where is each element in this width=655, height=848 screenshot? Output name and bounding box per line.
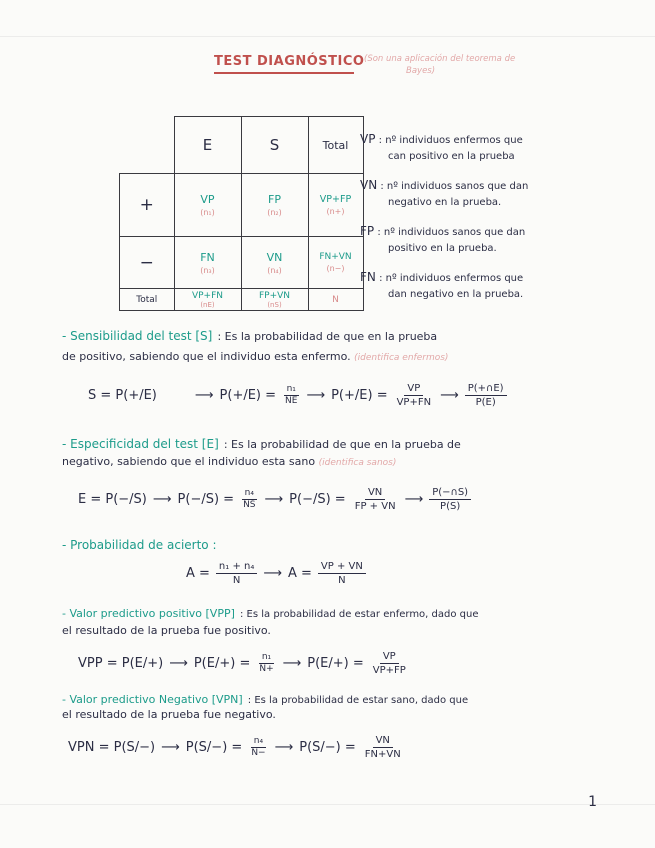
sensibilidad-text1: : Es la probabilidad de que en la prueba <box>217 330 438 343</box>
especificidad-equation: E = P(−/S) ⟶ P(−/S) = $\frac{\text{n₄}}{NS}$ ⟶ P(−/S) = $\frac{VN}{FP + VN}$ ⟶ $\frac{P(-\cap S)}{P(S)}$ <box>78 486 471 513</box>
cell-fn: FN (n₃) <box>174 237 241 289</box>
row-sign-positive: + <box>120 174 175 237</box>
vpp-section <box>62 602 479 621</box>
ruled-line <box>0 804 655 805</box>
legend-vn: VN : nº individuos sanos que dan negativo en la prueba. <box>360 178 529 208</box>
ruled-line <box>0 36 655 37</box>
sensibilidad-equation: S = P(+/E) ⟶ P(+/E) = $\frac{\text{n₁}}{NE}$ ⟶ P(+/E) = $\frac{VP}{VP+FN}$ ⟶ $\frac{P(+\cap E)}{P(E)}$ <box>88 382 507 409</box>
especificidad-section <box>62 433 461 452</box>
sensibilidad-text2-line: de positivo, sabiendo que el individuo esta enfermo. (identifica enfermos) <box>62 350 449 363</box>
cell-total-negative: FN+VN (n−) <box>308 237 363 289</box>
vpn-text2: el resultado de la prueba fue negativo. <box>62 708 276 721</box>
header-s: S <box>241 117 308 174</box>
row-sign-negative: − <box>120 237 175 289</box>
cell-total-e: VP+FN (nE) <box>174 289 241 311</box>
vpp-title: - Valor predictivo positivo [VPP] <box>62 607 235 620</box>
acierto-equation: A = $\frac{\text{n₁ + n₄}}{N}$ ⟶ A = $\frac{VP + VN}{N}$ <box>186 560 366 587</box>
especificidad-text2-line: negativo, sabiendo que el individuo esta sano (identifica sanos) <box>62 455 397 468</box>
cell-total-positive: VP+FP (n+) <box>308 174 363 237</box>
legend-fn: FN : nº individuos enfermos que dan negativo en la prueba. <box>360 270 524 300</box>
row-total-label: Total <box>120 289 175 311</box>
cell-grand-total: N <box>308 289 363 311</box>
sensibilidad-section <box>62 325 437 344</box>
legend-fp: FP : nº individuos sanos que dan positivo en la prueba. <box>360 224 526 254</box>
vpn-section <box>62 688 468 707</box>
header-e: E <box>174 117 241 174</box>
sensibilidad-note: (identifica enfermos) <box>354 353 449 363</box>
cell-total-s: FP+VN (nS) <box>241 289 308 311</box>
cell-fp: FP (n₂) <box>241 174 308 237</box>
vpp-text1: : Es la probabilidad de estar enfermo, dado que <box>239 609 479 620</box>
title-note: (Son una aplicación del teorema de Bayes) <box>364 54 516 76</box>
table-corner <box>120 117 175 174</box>
vpn-text1: : Es la probabilidad de estar sano, dado que <box>247 695 469 706</box>
contingency-table <box>119 116 364 311</box>
header-total: Total <box>308 117 363 174</box>
especificidad-note: (identifica sanos) <box>318 458 397 468</box>
especificidad-text1: : Es la probabilidad de que en la prueba de <box>223 438 461 451</box>
vpn-equation: VPN = P(S/−) ⟶ P(S/−) = $\frac{\text{n₄}}{N-}$ ⟶ P(S/−) = $\frac{VN}{FN+VN}$ <box>68 735 401 760</box>
legend-vp: VP : nº individuos enfermos que can positivo en la prueba <box>360 132 523 162</box>
page-number: 1 <box>588 794 597 810</box>
sensibilidad-title: - Sensibilidad del test [S] <box>62 329 213 343</box>
vpp-text2: el resultado de la prueba fue positivo. <box>62 624 271 637</box>
title-underline <box>214 72 354 74</box>
especificidad-title: - Especificidad del test [E] <box>62 437 219 451</box>
acierto-title: - Probabilidad de acierto : <box>62 538 217 552</box>
vpp-equation: VPP = P(E/+) ⟶ P(E/+) = $\frac{\text{n₁}}{N+}$ ⟶ P(E/+) = $\frac{VP}{VP+FP}$ <box>78 651 406 676</box>
cell-vp: VP (n₁) <box>174 174 241 237</box>
cell-vn: VN (n₄) <box>241 237 308 289</box>
page-title: TEST DIAGNÓSTICO <box>214 54 365 69</box>
vpn-title: - Valor predictivo Negativo [VPN] <box>62 693 243 706</box>
